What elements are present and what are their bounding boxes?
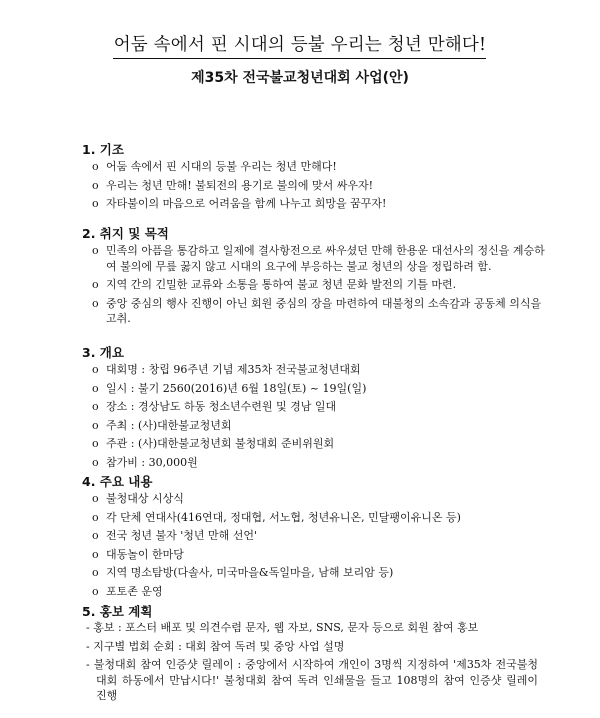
list-item: o 일시 : 불기 2560(2016)년 6월 18일(토) ~ 19일(일) — [92, 381, 367, 395]
list-item: o 각 단체 연대사(416연대, 정대협, 서노협, 청년유니온, 민달팽이유니온 등) — [92, 510, 461, 524]
section-items — [92, 491, 552, 602]
bullet-marker: o — [92, 197, 99, 210]
bullet-marker: o — [92, 418, 99, 432]
bullet-marker: o — [92, 547, 99, 561]
list-item: o 참가비 : 30,000원 — [92, 455, 198, 469]
bullet-marker: o — [92, 244, 99, 257]
section-heading: 4. 주요 내용 — [82, 474, 153, 489]
section-heading: 2. 취지 및 목적 — [82, 226, 169, 241]
section-items — [92, 362, 552, 473]
section-heading: 3. 개요 — [82, 345, 124, 360]
bullet-marker: o — [92, 363, 99, 376]
sub-title: 제35차 전국불교청년대회 사업(안) — [191, 70, 409, 86]
list-item: - 지구별 법회 순회 : 대회 참여 독려 및 중앙 사업 설명 — [86, 639, 345, 653]
bullet-marker: o — [92, 584, 99, 598]
list-item: o 자타불이의 마음으로 어려움을 함께 나누고 희망을 꿈꾸자! — [92, 197, 387, 210]
list-item: o 지역 명소탐방(다솔사, 미국마을&독일마을, 남해 보리암 등) — [92, 566, 394, 579]
section-items — [92, 243, 552, 330]
list-item: - 홍보 : 포스터 배포 및 의견수렴 문자, 웹 자보, SNS, 문자 등으로 회원 참여 홍보 — [86, 621, 479, 634]
bullet-marker: o — [92, 296, 99, 310]
list-item: o 주최 : (사)대한불교청년회 — [92, 418, 232, 432]
bullet-marker: o — [92, 437, 99, 450]
main-title: 어둠 속에서 핀 시대의 등불 우리는 청년 만해다! — [113, 35, 487, 55]
list-item: o 대회명 : 창립 96주년 기념 제35차 전국불교청년대회 — [92, 363, 361, 376]
list-item: - 불청대회 참여 인증샷 릴레이 : 중앙에서 시작하여 개인이 3명씩 지정하여 '제35차 전국불청대회 하동에서 만납시다!' 불청대회 참여 독려 인쇄물을 들고 108명의 참여 인증샷 릴레이 진행 — [86, 658, 538, 702]
section-heading: 5. 홍보 계획 — [82, 604, 153, 619]
list-item: o 대동놀이 한마당 — [92, 547, 184, 561]
list-item: o 포토존 운영 — [92, 584, 163, 598]
bullet-marker: o — [92, 178, 99, 192]
bullet-marker: o — [92, 492, 99, 505]
list-item: o 민족의 아픔을 통감하고 일제에 결사항전으로 싸우셨던 만해 한용운 대선사의 정신을 계승하여 불의에 무릎 꿇지 않고 시대의 요구에 부응하는 불교 청년의 상을 정립하려 함. — [92, 244, 545, 273]
bullet-marker: o — [92, 400, 99, 413]
bullet-marker: o — [92, 566, 99, 579]
bullet-marker: o — [92, 529, 99, 542]
list-item: o 불청대상 시상식 — [92, 492, 184, 505]
bullet-marker: o — [92, 381, 99, 395]
list-item: o 전국 청년 불자 '청년 만해 선언' — [92, 529, 258, 542]
dash-marker: - — [86, 658, 90, 671]
section-items — [86, 620, 538, 707]
list-item: o 우리는 청년 만해! 불퇴전의 용기로 불의에 맞서 싸우자! — [92, 178, 374, 192]
bullet-marker: o — [92, 160, 99, 173]
dash-marker: - — [86, 621, 90, 634]
title-underline — [113, 58, 486, 59]
list-item: o 지역 간의 긴밀한 교류와 소통을 통하여 불교 청년 문화 발전의 기틀 마련. — [92, 278, 457, 291]
section-items — [92, 159, 552, 215]
list-item: o 중앙 중심의 행사 진행이 아닌 회원 중심의 장을 마련하여 대불청의 소속감과 공동체 의식을 고취. — [92, 296, 542, 325]
list-item: o 어둠 속에서 핀 시대의 등불 우리는 청년 만해다! — [92, 160, 337, 173]
bullet-marker: o — [92, 510, 99, 524]
bullet-marker: o — [92, 455, 99, 469]
list-item: o 장소 : 경상남도 하동 청소년수련원 및 경남 일대 — [92, 400, 337, 413]
dash-marker: - — [86, 639, 90, 653]
bullet-marker: o — [92, 278, 99, 291]
list-item: o 주관 : (사)대한불교청년회 불청대회 준비위원회 — [92, 437, 335, 450]
section-heading: 1. 기조 — [82, 142, 124, 157]
